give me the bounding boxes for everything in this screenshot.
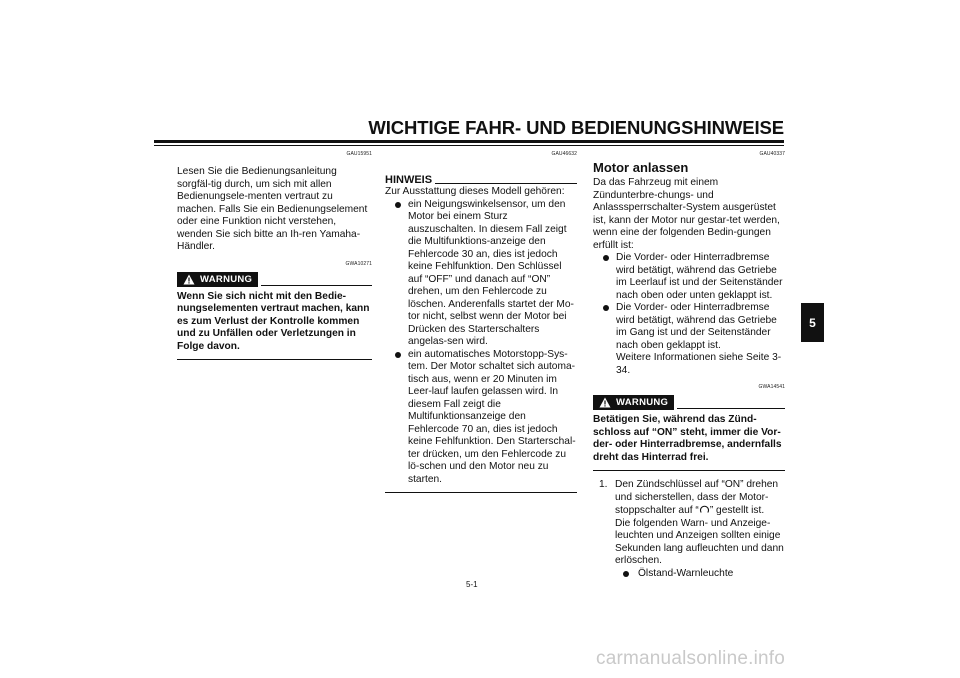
step-list <box>593 479 785 580</box>
ref-code: GWA14541 <box>758 384 785 390</box>
ref-code: GAU15951 <box>346 151 372 157</box>
warning-header <box>177 272 372 287</box>
bullet-dot-icon <box>395 352 401 358</box>
warning-text: Wenn Sie sich nicht mit den Bedie-nungselementen vertraut machen, kann es zum Verlust der Kontrolle kommen und zu Unfällen oder Verletzungen in Folge davon. <box>177 290 370 352</box>
list-item <box>385 349 577 487</box>
warning-label: WARNUNG <box>200 273 253 285</box>
note-intro: Zur Ausstattung dieses Modell gehören: <box>385 186 565 197</box>
section-title: Motor anlassen <box>593 160 689 175</box>
page-number: 5-1 <box>466 580 478 589</box>
sub-list-item-text: Ölstand-Warnleuchte <box>638 567 734 579</box>
warning-badge <box>593 395 674 410</box>
bullet-dot-icon <box>623 571 629 577</box>
column-note <box>385 150 577 493</box>
list-item-text: ein Neigungswinkelsensor, um den Motor bei einem Sturz auszuschalten. In diesem Fall zeigt die Multifunktions-anzeige den Fehlercode 30 an, dies ist jedoch keine Fehlfunktion. Den Schlüssel auf “OFF” und danach auf “ON” drehen, um den Fehlercode zu löschen. Anderenfalls startet der Mo-tor nicht, selbst wenn der Motor bei Drücken des Starterschalters angelas-sen wird. <box>408 198 574 347</box>
step-item <box>593 479 785 580</box>
list-item-text: ein automatisches Motorstopp-Sys-tem. Der Motor schaltet sich automa-tisch aus, wenn er 20 Minuten im Leer-lauf laufen gelassen wird. In diesem Fall zeigt die Multifunktionsanzeige den Fehlercode 70 an, dies ist jedoch keine Fehlfunktion. Den Starterschal-ter drücken, um den Fehlercode zu lö-schen und den Motor neu zu starten. <box>408 348 576 485</box>
divider <box>435 183 577 184</box>
note-header <box>385 174 577 186</box>
list-item <box>385 199 577 349</box>
step-detail: Die folgenden Warn- und Anzeige-leuchten und Anzeigen sollten einige Sekunden lang aufleuchten und dann erlöschen. <box>615 517 784 566</box>
warning-text: Betätigen Sie, während das Zünd-schloss auf “ON” steht, immer die Vor-der- oder Hinterradbremse, andernfalls dreht das Hinterrad frei. <box>593 414 782 463</box>
list-item <box>593 252 785 302</box>
watermark: carmanualsonline.info <box>596 648 786 669</box>
ref-code: GAU40337 <box>759 151 785 157</box>
divider <box>385 492 577 493</box>
step-text: Den Zündschlüssel auf “ON” drehen und sicherstellen, dass der Motor-stoppschalter auf “ <box>615 479 779 516</box>
list-item <box>593 302 785 377</box>
divider <box>677 408 785 409</box>
list-item-text: Die Vorder- oder Hinterradbremse wird betätigt, während das Getriebe im Gang ist und der Seitenständer nach oben geklappt ist. <box>616 302 777 351</box>
warning-badge <box>177 272 258 287</box>
page-title: WICHTIGE FAHR- UND BEDIENUNGSHINWEISE <box>368 117 784 138</box>
step-number: 1. <box>599 479 608 490</box>
warning-triangle-icon <box>183 274 195 285</box>
ref-code: GWA10271 <box>345 260 372 267</box>
note-list <box>385 199 577 487</box>
column-start-engine <box>593 150 785 580</box>
header-rule <box>154 140 784 143</box>
chapter-tab: 5 <box>801 303 824 342</box>
warning-label: WARNUNG <box>616 397 669 408</box>
page-reference: Weitere Informationen siehe Seite 3-34. <box>616 352 782 376</box>
condition-list <box>593 252 785 377</box>
header-rule-thin <box>154 145 784 146</box>
bullet-dot-icon <box>603 305 609 311</box>
step-text-cont: ” gestellt ist. <box>709 505 765 516</box>
warning-header <box>593 395 785 410</box>
list-item-text: Die Vorder- oder Hinterradbremse wird betätigt, während das Getriebe im Leerlauf ist und der Seitenständer nach oben oder unten geklappt ist. <box>616 252 783 301</box>
column-intro <box>177 150 372 360</box>
section-intro: Da das Fahrzeug mit einem Zündunterbre-chungs- und Anlasssperrschalter-System ausgerüstet ist, kann der Motor nur gestar-tet werden, wenn eine der folgenden Bedin-gungen erfüllt ist: <box>593 177 780 251</box>
ref-code: GAU46632 <box>551 151 577 157</box>
bullet-dot-icon <box>603 255 609 261</box>
divider <box>593 470 785 471</box>
engine-run-symbol-icon <box>699 504 710 514</box>
sub-list-item <box>615 568 785 581</box>
note-label: HINWEIS <box>385 174 433 186</box>
warning-triangle-icon <box>599 397 611 408</box>
bullet-dot-icon <box>395 202 401 208</box>
intro-paragraph: Lesen Sie die Bedienungsanleitung sorgfäl-tig durch, um sich mit allen Bedienungsele-menten vertraut zu machen. Falls Sie ein Bedienungselement oder eine Funktion nicht verstehen, wenden Sie sich bitte an Ih-ren Yamaha-Händler. <box>177 166 368 252</box>
divider <box>261 285 372 286</box>
divider <box>177 359 372 360</box>
